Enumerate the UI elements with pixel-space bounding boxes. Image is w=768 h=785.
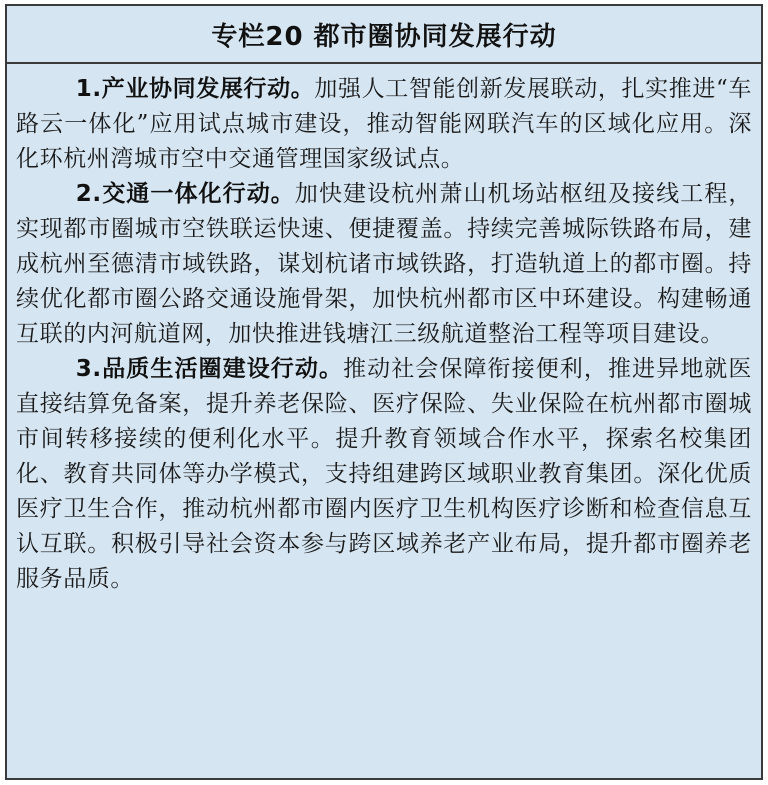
column-content [16,72,752,597]
section-heading: 2.交通一体化行动。 [75,181,295,207]
section-body: 推动社会保障衔接便利，推进异地就医直接结算免备案，提升养老保险、医疗保险、失业保险在杭州都市圈城市间转移接续的便利化水平。提升教育领域合作水平，探索名校集团化、教育共同体等办学模式，支持组建跨区域职业教育集团。深化优质医疗卫生合作，推动杭州都市圈内医疗卫生机构医疗诊断和检查信息互认互联。积极引导社会资本参与跨区域养老产业布局，提升都市圈养老服务品质。 [16,356,752,592]
title-bar [7,6,761,64]
section-heading: 3.品质生活圈建设行动。 [75,356,344,382]
section-body: 加快建设杭州萧山机场站枢纽及接线工程，实现都市圈城市空铁联运快速、便捷覆盖。持续完善城际铁路布局，建成杭州至德清市域铁路，谋划杭诸市域铁路，打造轨道上的都市圈。持续优化都市圈公路交通设施骨架，加快杭州都市区中环建设。构建畅通互联的内河航道网，加快推进钱塘江三级航道整治工程等项目建设。 [16,181,752,347]
section-industry [16,72,752,177]
column-title: 专栏20 都市圈协同发展行动 [211,21,557,52]
section-quality-life [16,352,752,597]
section-heading: 1.产业协同发展行动。 [75,76,315,102]
section-body: 加强人工智能创新发展联动，扎实推进“车路云一体化”应用试点城市建设，推动智能网联汽车的区域化应用。深化环杭州湾城市空中交通管理国家级试点。 [16,76,752,172]
section-transport [16,177,752,352]
column-box [5,4,763,780]
